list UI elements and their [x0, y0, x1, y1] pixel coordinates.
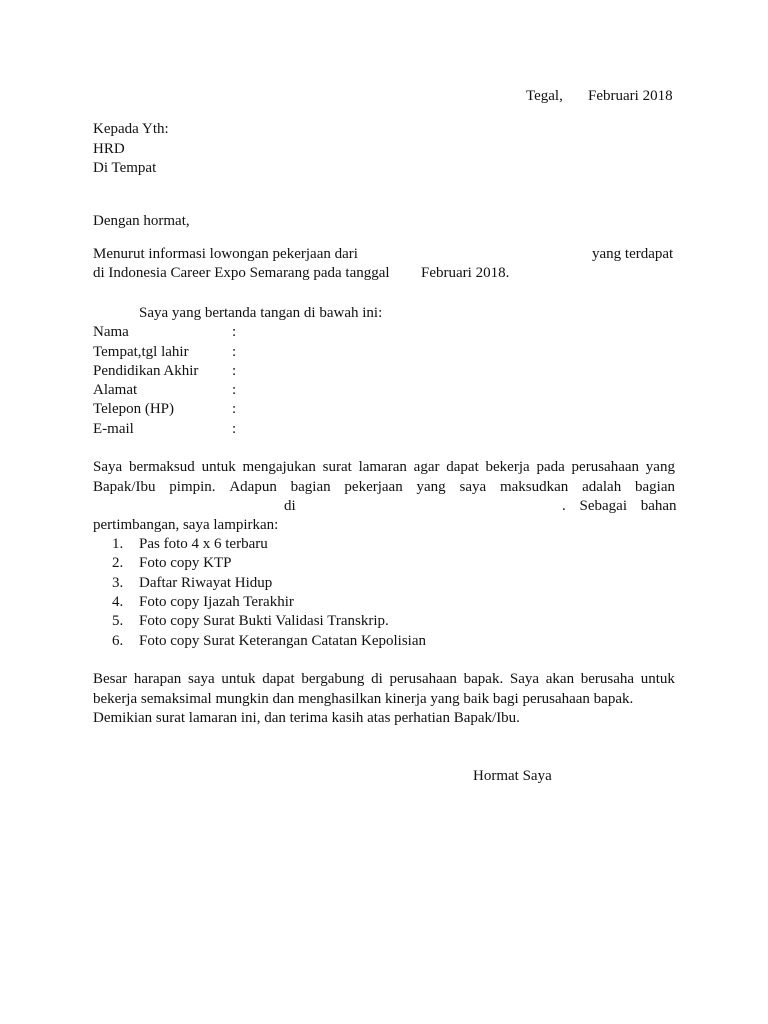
closing-word: di — [371, 671, 383, 687]
field-label-email: E-mail — [93, 421, 134, 437]
field-sep: : — [232, 324, 237, 340]
closing-word: Besar — [93, 671, 128, 687]
closing-line3: Demikian surat lamaran ini, dan terima kasih atas perhatian Bapak/Ibu. — [93, 710, 520, 726]
purpose-line3-di: di — [284, 498, 296, 514]
intro-line2-start: di Indonesia Career Expo Semarang pada tanggal — [93, 265, 390, 281]
closing-word: berusaha — [580, 671, 635, 687]
field-sep: : — [232, 344, 237, 360]
purpose-word: yang — [645, 459, 675, 475]
closing-word: saya — [188, 671, 215, 687]
intro-line2-end: Februari 2018. — [421, 265, 510, 281]
list-item-number: 5. — [112, 613, 124, 629]
purpose-word: yang — [416, 479, 446, 495]
field-label-nama: Nama — [93, 324, 129, 340]
undersigned-statement: Saya yang bertanda tangan di bawah ini: — [139, 305, 383, 321]
field-sep: : — [232, 401, 237, 417]
purpose-word: mengajukan — [242, 459, 316, 475]
field-sep: : — [232, 421, 237, 437]
field-sep: : — [232, 363, 237, 379]
purpose-word: saya — [459, 479, 487, 495]
list-item: Foto copy KTP — [139, 555, 232, 571]
purpose-word: bermaksud — [128, 459, 195, 475]
list-item: Daftar Riwayat Hidup — [139, 575, 273, 591]
purpose-line4: pertimbangan, saya lampirkan: — [93, 517, 279, 533]
closing-word: harapan — [133, 671, 182, 687]
purpose-word: bagian — [290, 479, 331, 495]
purpose-word: maksudkan — [499, 479, 569, 495]
recipient-salutation: Kepada Yth: — [93, 121, 169, 137]
purpose-word: perusahaan — [571, 459, 640, 475]
list-item-number: 6. — [112, 633, 124, 649]
list-item: Foto copy Ijazah Terakhir — [139, 594, 294, 610]
purpose-word: pimpin. — [169, 479, 216, 495]
purpose-word: untuk — [201, 459, 236, 475]
closing-word: untuk — [640, 671, 675, 687]
list-item-number: 4. — [112, 594, 124, 610]
field-sep: : — [232, 382, 237, 398]
closing-word: dapat — [262, 671, 295, 687]
greeting: Dengan hormat, — [93, 213, 190, 229]
purpose-word: bagian — [635, 479, 675, 495]
list-item: Pas foto 4 x 6 terbaru — [139, 536, 268, 552]
field-label-alamat: Alamat — [93, 382, 138, 398]
closing-line2: bekerja semaksimal mungkin dan menghasilkan kinerja yang baik bagi perusahaan bapak. — [93, 691, 634, 707]
purpose-word: Saya — [93, 459, 123, 475]
list-item: Foto copy Surat Bukti Validasi Transkrip. — [139, 613, 389, 629]
list-item-number: 3. — [112, 575, 124, 591]
signoff: Hormat Saya — [473, 768, 552, 784]
date-month-year: Februari 2018 — [588, 88, 673, 104]
closing-word: untuk — [221, 671, 256, 687]
purpose-word: Bapak/Ibu — [93, 479, 156, 495]
closing-word: Saya — [509, 671, 540, 687]
purpose-word: Adapun — [229, 479, 277, 495]
closing-word: bapak. — [463, 671, 504, 687]
purpose-word: adalah — [582, 479, 622, 495]
date-place: Tegal, — [526, 88, 563, 104]
purpose-word: bekerja — [485, 459, 530, 475]
closing-word: akan — [545, 671, 575, 687]
recipient-name: HRD — [93, 141, 125, 157]
purpose-line2 — [93, 478, 675, 497]
list-item: Foto copy Surat Keterangan Catatan Kepolisian — [139, 633, 427, 649]
purpose-word: dapat — [446, 459, 479, 475]
field-label-pendidikan-akhir: Pendidikan Akhir — [93, 363, 199, 379]
intro-line1-start: Menurut informasi lowongan pekerjaan dari — [93, 246, 358, 262]
closing-line1 — [93, 670, 675, 689]
recipient-location: Di Tempat — [93, 160, 157, 176]
list-item-number: 1. — [112, 536, 124, 552]
purpose-line1 — [93, 458, 675, 477]
purpose-word: lamaran — [358, 459, 407, 475]
purpose-word: pada — [536, 459, 565, 475]
purpose-word: surat — [322, 459, 352, 475]
closing-word: perusahaan — [389, 671, 457, 687]
purpose-word: agar — [413, 459, 440, 475]
field-label-telepon: Telepon (HP) — [93, 401, 175, 417]
closing-word: bergabung — [301, 671, 365, 687]
purpose-line3-rest: . Sebagai bahan — [562, 498, 677, 514]
intro-line1-end: yang terdapat — [592, 246, 674, 262]
purpose-word: pekerjaan — [344, 479, 403, 495]
list-item-number: 2. — [112, 555, 124, 571]
field-label-tempat-tgl-lahir: Tempat,tgl lahir — [93, 344, 189, 360]
